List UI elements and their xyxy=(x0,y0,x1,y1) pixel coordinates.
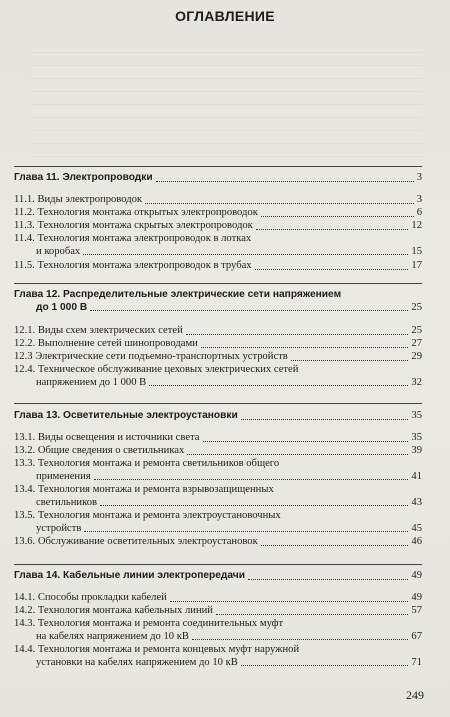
dot-leader xyxy=(203,441,409,442)
page-ref: 29 xyxy=(411,351,422,362)
chapter-divider xyxy=(14,166,422,167)
toc-entry[interactable]: 13.1. Виды освещения и источники света 35 xyxy=(14,432,422,443)
page-ref: 27 xyxy=(411,338,422,349)
toc-entry[interactable]: 13.3. Технология монтажа и ремонта светильников общего применения 41 xyxy=(14,458,422,482)
page-ref: 49 xyxy=(411,592,422,603)
dot-leader xyxy=(192,639,409,640)
chapter-divider xyxy=(14,283,422,284)
toc-entry[interactable]: 14.1. Способы прокладки кабелей 49 xyxy=(14,592,422,603)
page-ref: 41 xyxy=(411,470,422,482)
dot-leader xyxy=(261,216,414,217)
dot-leader xyxy=(256,229,409,230)
page-title: ОГЛАВЛЕНИЕ xyxy=(175,8,275,24)
toc-entry[interactable]: 14.4. Технология монтажа и ремонта концевых муфт наружной установки на кабелях напряжением до 10 кВ 71 xyxy=(14,644,422,668)
page-ref: 71 xyxy=(411,656,422,668)
chapter-heading[interactable]: Глава 13. Осветительные электроустановки 35 xyxy=(14,410,422,421)
page-ref: 6 xyxy=(416,207,422,218)
page-ref: 46 xyxy=(411,536,422,547)
toc-entry[interactable]: 12.3 Электрические сети подъемно-транспортных устройств 29 xyxy=(14,351,422,362)
dot-leader xyxy=(145,203,414,204)
page-ref: 39 xyxy=(411,445,422,456)
dot-leader xyxy=(156,181,414,182)
toc-entry[interactable]: 14.2. Технология монтажа кабельных линий 57 xyxy=(14,605,422,616)
page-ref: 49 xyxy=(411,570,422,581)
dot-leader xyxy=(216,614,408,615)
page-ref: 32 xyxy=(411,376,422,388)
dot-leader xyxy=(255,269,409,270)
toc-entry[interactable]: 13.2. Общие сведения о светильниках 39 xyxy=(14,445,422,456)
chapter-divider xyxy=(14,564,422,565)
page-ref: 35 xyxy=(411,410,422,421)
dot-leader xyxy=(149,385,408,386)
page-ref: 35 xyxy=(411,432,422,443)
dot-leader xyxy=(241,419,409,420)
page-ref: 17 xyxy=(411,260,422,271)
toc-entry[interactable]: 14.3. Технология монтажа и ремонта соединительных муфт на кабелях напряжением до 10 кВ 67 xyxy=(14,618,422,642)
toc-entry[interactable]: 12.4. Техническое обслуживание цеховых электрических сетей напряжением до 1 000 В 32 xyxy=(14,364,422,388)
dot-leader xyxy=(83,254,408,255)
page-ref: 45 xyxy=(411,522,422,534)
page-ref: 57 xyxy=(411,605,422,616)
toc-entry[interactable]: 11.3. Технология монтажа скрытых электропроводок 12 xyxy=(14,220,422,231)
toc-entry[interactable]: 13.4. Технология монтажа и ремонта взрывозащищенных светильников 43 xyxy=(14,484,422,508)
show-through-text xyxy=(30,40,422,160)
chapter-divider xyxy=(14,403,422,404)
dot-leader xyxy=(291,360,409,361)
page-ref: 3 xyxy=(416,194,422,205)
dot-leader xyxy=(90,310,408,311)
chapter-heading[interactable]: Глава 12. Распределительные электрические сети напряжением до 1 000 В 25 xyxy=(14,289,422,313)
toc-entry[interactable]: 12.1. Виды схем электрических сетей 25 xyxy=(14,325,422,336)
dot-leader xyxy=(201,347,409,348)
page-ref: 12 xyxy=(411,220,422,231)
dot-leader xyxy=(187,454,408,455)
dot-leader xyxy=(248,579,408,580)
dot-leader xyxy=(100,505,408,506)
dot-leader xyxy=(170,601,409,602)
page-number: 249 xyxy=(406,688,424,702)
page-ref: 25 xyxy=(411,301,422,313)
toc-entry[interactable]: 13.6. Обслуживание осветительных электроустановок 46 xyxy=(14,536,422,547)
toc-entry[interactable]: 11.4. Технология монтажа электропроводок в лотках и коробах 15 xyxy=(14,233,422,257)
toc-entry[interactable]: 13.5. Технология монтажа и ремонта электроустановочных устройств 45 xyxy=(14,510,422,534)
dot-leader xyxy=(84,531,408,532)
dot-leader xyxy=(261,545,409,546)
page-ref: 67 xyxy=(411,630,422,642)
dot-leader xyxy=(241,665,409,666)
page-ref: 15 xyxy=(411,245,422,257)
dot-leader xyxy=(94,479,409,480)
toc-entry[interactable]: 11.5. Технология монтажа электропроводок в трубах 17 xyxy=(14,260,422,271)
chapter-heading[interactable]: Глава 14. Кабельные линии электропередачи 49 xyxy=(14,570,422,581)
toc-entry[interactable]: 11.1. Виды электропроводок 3 xyxy=(14,194,422,205)
chapter-heading[interactable]: Глава 11. Электропроводки 3 xyxy=(14,172,422,183)
page-ref: 43 xyxy=(411,496,422,508)
dot-leader xyxy=(186,334,409,335)
page-ref: 25 xyxy=(411,325,422,336)
page-ref: 3 xyxy=(416,172,422,183)
toc-entry[interactable]: 12.2. Выполнение сетей шинопроводами 27 xyxy=(14,338,422,349)
toc-entry[interactable]: 11.2. Технология монтажа открытых электропроводок 6 xyxy=(14,207,422,218)
